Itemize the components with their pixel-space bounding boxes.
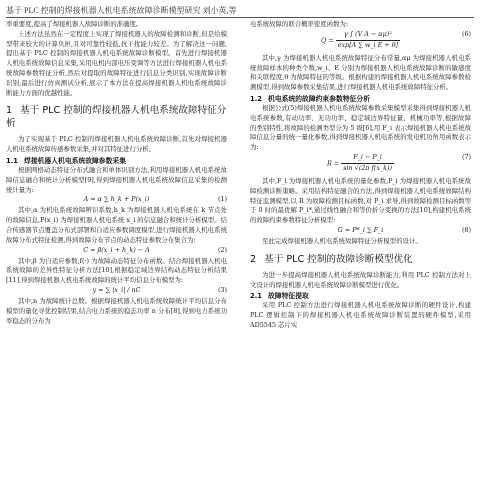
equation <box>6 195 227 206</box>
paragraph: 其中,α 为机电系统故障辨识系数,h_k 为焊接机器人机电系统在 k 节点处的故障信息,P(x_i) 为焊接机器人机电系统 x_i 的信息融合和统计分析模型。结合传感器节点覆盖分布式部署和自适应参数调度模型,进行焊接机器人机电系统故障分布式特征检测,得到故障分布节点的动态特征参数分布集合为: <box>6 206 227 244</box>
section-number: 2 <box>250 253 257 265</box>
left-column <box>6 20 227 326</box>
subsection-number: 2.1 <box>250 292 263 301</box>
equation-lhs: R = <box>326 159 340 168</box>
paragraph: 为进一步提高焊接机器人机电系统故障诊断能力,利用 PLC 控制方法对上文设计的焊接机器人机电系统故障诊断模型进行优化。 <box>250 270 471 289</box>
fraction <box>341 153 394 174</box>
equation <box>250 30 471 54</box>
right-column <box>250 20 471 331</box>
paragraph: 采用 PLC 控制方法进行焊接机器人机电系统故障诊断的硬件设计,构建 PLC 逻辑控制下的焊接机器人机电系统故障诊断装置的硬件模型,采用 AD5545 芯片实 <box>250 301 471 329</box>
equation-lhs: Q = <box>320 36 334 45</box>
paragraph: 其中,n 为故障统计总数。根据焊接机器人机电系统故障统计平均信息分布模型的量化寻优控制结果,结合电力系统的稳态功率 n 分布[8],得到电力系统功率稳态的分布为 <box>6 296 227 325</box>
fraction-numerator: γ ∫ (V A − αμ)² <box>336 30 400 41</box>
paragraph: 其中,γ 为焊接机器人机电系统故障特征分布常量,αμ 为焊接机器人机电系统故障样本的种类个数,w_i、E 分别为焊接机器人机电系统故障诊断的敏感度和关联程度,θ 为故障特征的等级。根据构建的焊接机器人机电系统故障参数检测模型,得到故障参数采集结果,进行焊接机器人机电系统故障特征分析。 <box>250 53 471 92</box>
subsection-number: 1.2 <box>250 94 263 103</box>
paragraph: 其中,β 为自适应参数,f(·) 为故障动态特征分布函数。结合焊接机器人机电系统故障的差异性特征分析方法[10],根据稳定域边界结构动态特征分析结果[11],得到焊接机器人机电系统故障的统计平均信息分布模型为: <box>6 256 227 285</box>
fraction <box>336 30 400 51</box>
equation-body <box>321 30 400 51</box>
paragraph: 上述方法虽然在一定程度上实现了焊接机器人的故障检测和诊断,但是给模型带来较大的计算负担,且对可靠性较低,抗干扰能力较差。为了解决这一问题,提出基于 PLC 控制的焊接机器人机电系统故障诊断模型。首先进行焊接机器人机电系统故障信息采集,采用电机内部电压变调等方法进行焊接机器人机电系统故障参数特征分析,然后对提取的故障特征进行信息分类识别,实现故障诊断识别,最后进行仿真测试分析,展示了本方法在提高焊接机器人机电系统故障诊断能力方面的优越性能。 <box>6 29 227 97</box>
paragraph: 其中,F_i 为焊接机器人机电系统的量化参数,P_i 为焊接机器人机电系统故障检测诊断策略。采用结构特征融合的方法,得到焊接机器人机电系统故障结构特征监测模型,以 R 为故障检测目标函数,对 P_i 求导,得到故障检测目标函数等于 0 时的最优解 P_i*,通过线性融合和等价折分变换的方法[10],构建机电系统的故障约束参数特征分析模型: <box>250 176 471 225</box>
header-rule <box>6 17 474 18</box>
subsection-title: 焊接机器人机电系统故障参数采集 <box>24 156 126 165</box>
equation-body: y = ∑ |x_i| / nC <box>92 285 141 294</box>
equation-body: C = β(x_i + h_k) − A <box>83 245 150 254</box>
equation-number: (6) <box>461 29 471 38</box>
subsection-number: 1.1 <box>6 156 19 165</box>
equation-number: (1) <box>217 195 227 204</box>
running-head: 基于 PLC 控制的焊接机器人机电系统故障诊断模型研究 刘小英,等 <box>6 6 237 15</box>
equation-body <box>327 153 394 174</box>
paragraph: 率重要度,提高了焊接机器人故障诊断的准确度。 <box>6 20 143 28</box>
paragraph: 为了实现基于 PLC 控制的焊接机器人机电系统故障诊断,首先对焊接机器人机电系统故障传感参数采集,并对其特征进行分析。 <box>6 135 227 154</box>
paragraph: 根据公式(5)焊接机器人机电系统故障参数采集模型采集得到焊接机器人机电系统参数,有动功率、无功功率、稳定域边界特征量、机械功率等,根据故障的类别特性,将故障的检测类型分为 5 级[6],用 F_i 表示焊接机器人机电系统故障信息分量的统一量化参数,得到焊接机器人机电系统的发电机功角用函数表示为: <box>250 103 471 152</box>
equation-body: A = α ∑ h_k + P(x_i) <box>83 195 150 204</box>
subsection-title: 故障特征提取 <box>268 292 309 301</box>
paragraph: 至此完成焊接机器人机电系统故障特征分析模型的设计。 <box>262 236 422 245</box>
paragraph: 根据网格动态特征分布式融合和单体识别方法,利用焊接机器人机电系统故障信息融合和统计分析模型[9],得到焊接机器人机电系统故障信息采集的检测统计量为: <box>6 165 227 194</box>
equation-number: (8) <box>461 225 471 234</box>
subsection-heading <box>250 291 471 301</box>
fraction-denominator: sin √(2π f(x_k)) <box>343 163 393 172</box>
equation-number: (7) <box>461 152 471 161</box>
subsection-title: 机电系统的故障约束参数特征分析 <box>268 94 370 103</box>
equation <box>6 286 227 297</box>
section-number: 1 <box>6 105 13 117</box>
equation <box>250 153 471 177</box>
fraction-denominator: exp[A ∑ w_i E + θ] <box>337 40 399 49</box>
section-heading <box>250 253 471 266</box>
equation-number: (3) <box>217 285 227 294</box>
equation <box>250 226 471 237</box>
subsection-heading <box>6 156 227 166</box>
section-title: 基于 PLC 控制的故障诊断模型优化 <box>264 253 413 265</box>
equation-number: (2) <box>217 245 227 254</box>
equation-body: G = P*_i ∑ F_i <box>337 225 384 234</box>
subsection-heading <box>250 94 471 104</box>
section-heading <box>6 104 227 130</box>
equation <box>6 246 227 257</box>
paragraph: 电系统故障的联合概率密度函数为: <box>250 20 349 28</box>
section-title: 基于 PLC 控制的焊接机器人机电系统故障特征分析 <box>6 105 227 130</box>
fraction-numerator: F_i − P_i <box>341 153 394 164</box>
